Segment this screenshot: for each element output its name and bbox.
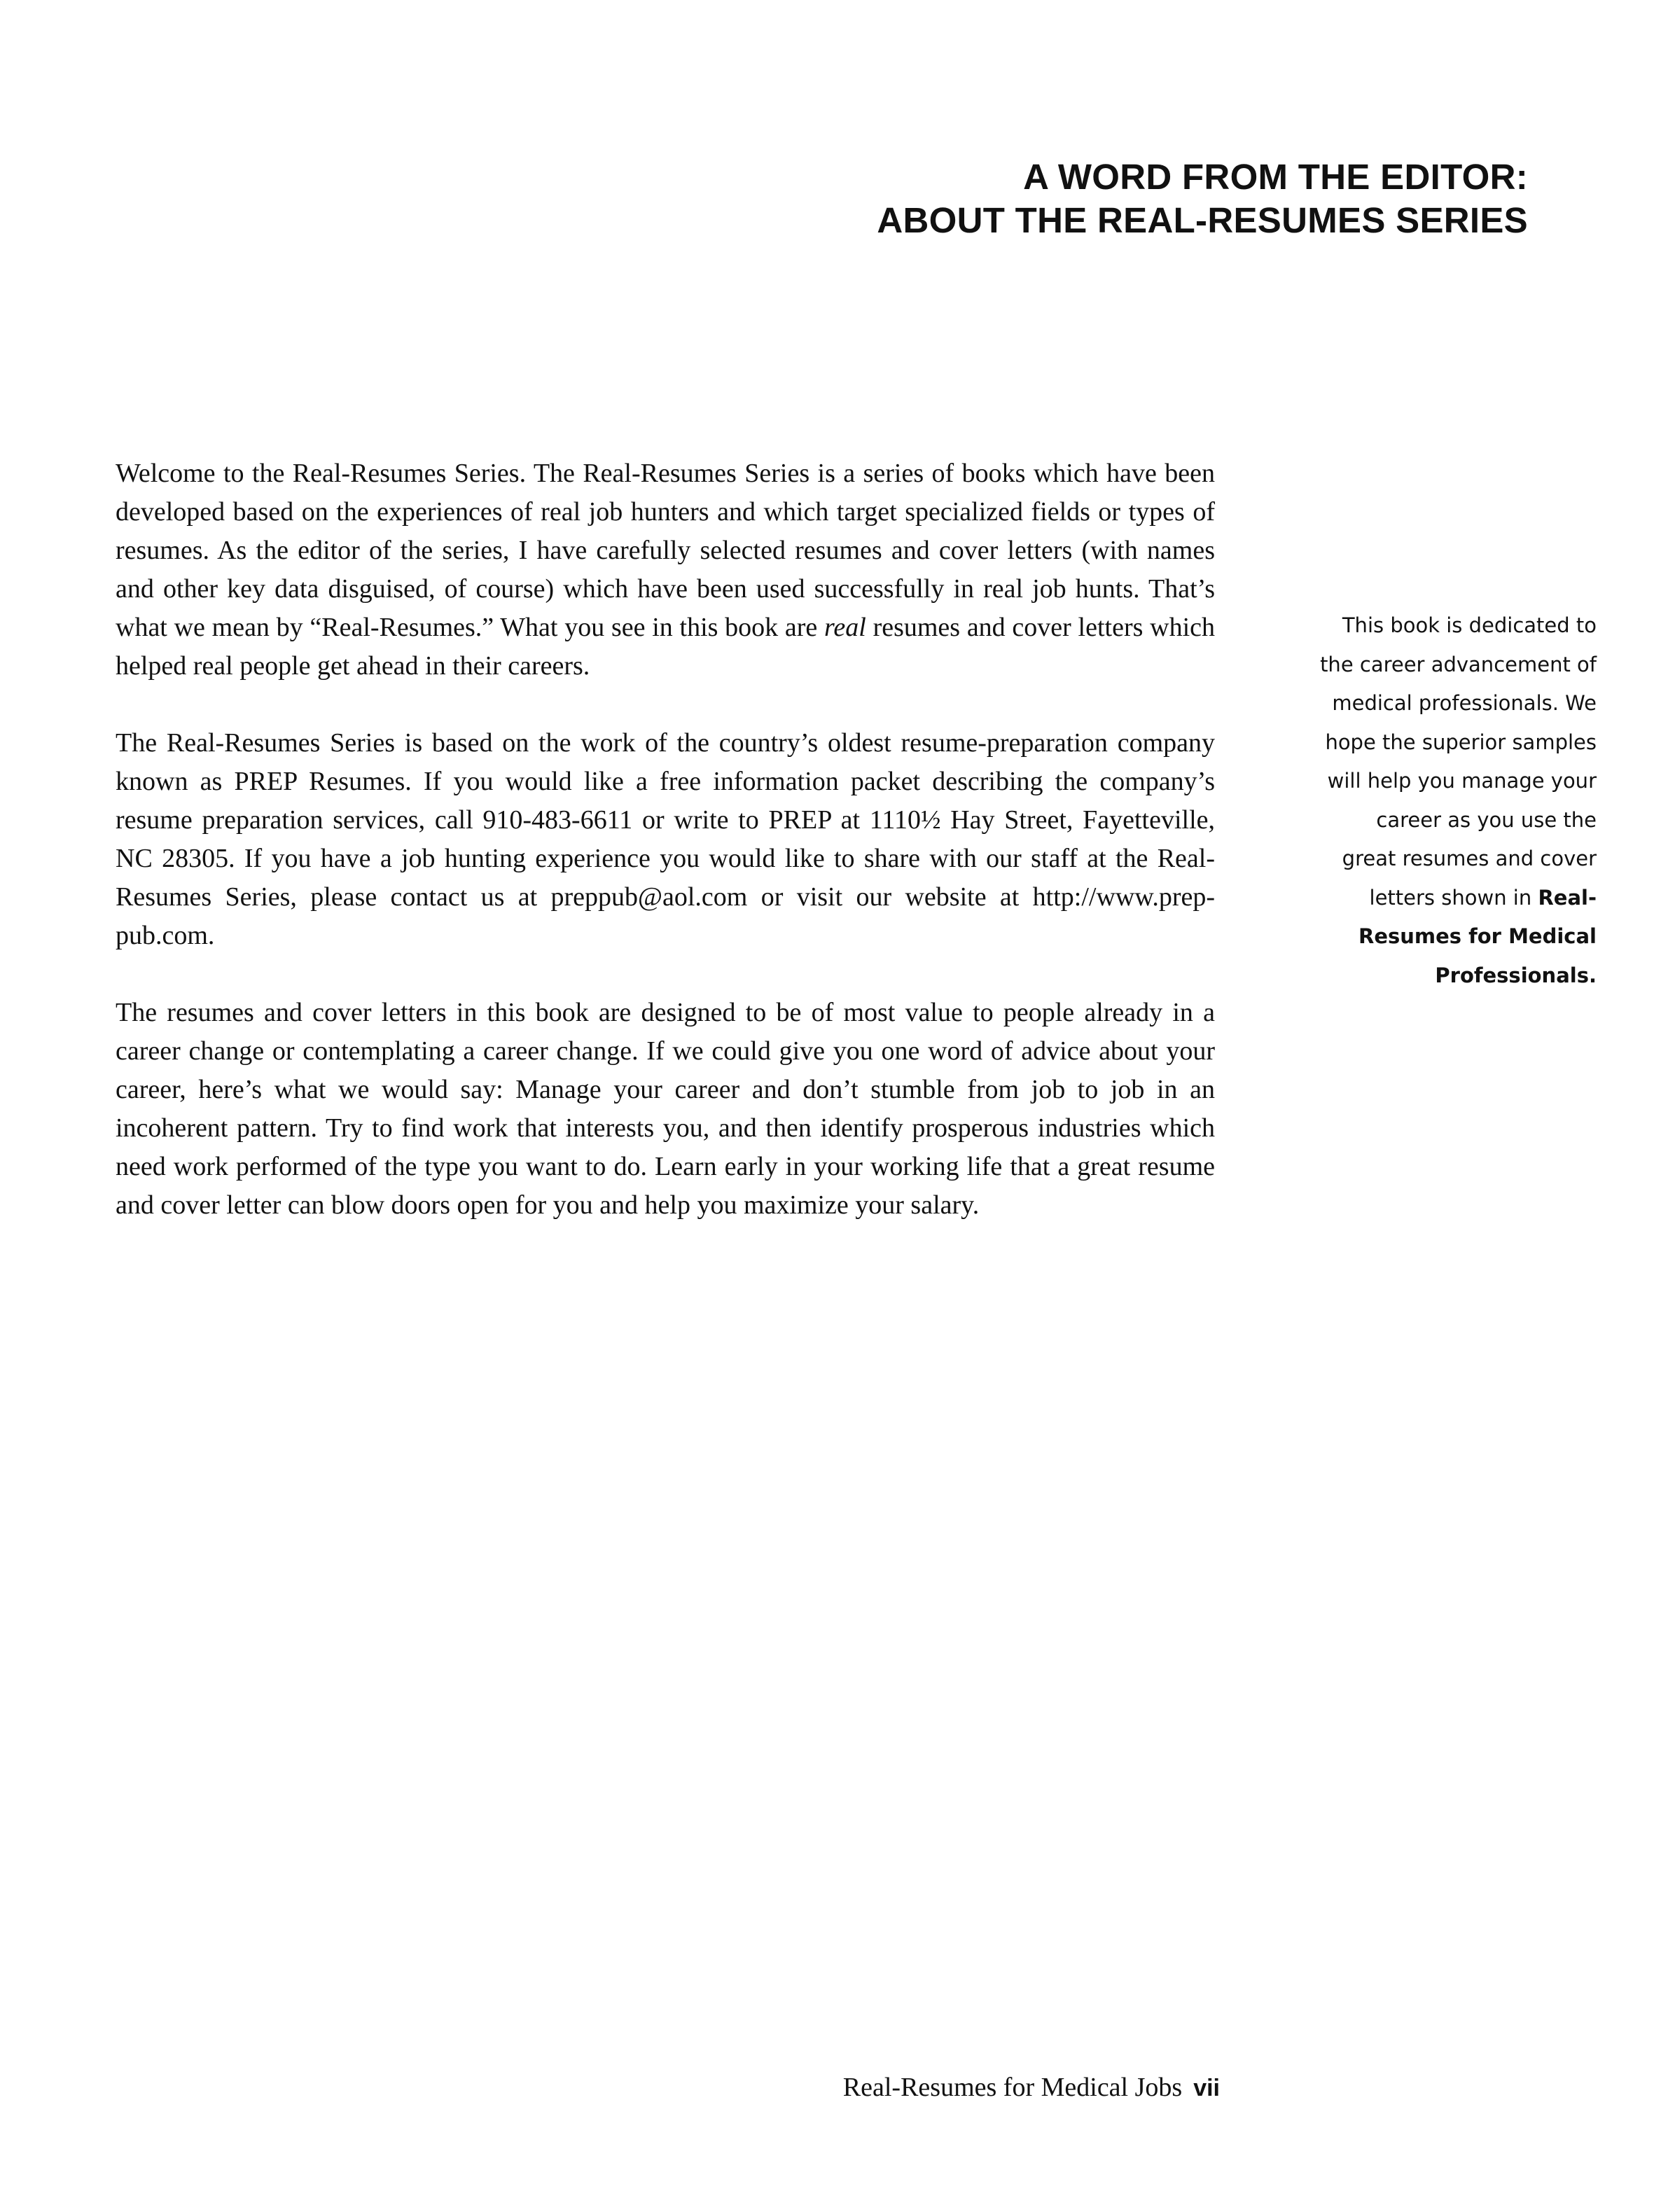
body-text xyxy=(116,454,1215,1263)
paragraph-welcome-part-1: Welcome to the Real-Resumes Series. The Real-Resumes Series is a series of books which have been developed based on the experiences of real job hunters and which target specialized fields or types of resumes. As the editor of the series, I have carefully selected resumes and cover letters (with names and other key data disguised, of course) which have been used successfully in real job hunts. That’s what we mean by “Real-Resumes.” What you see in this book are xyxy=(116,459,1215,642)
page-footer xyxy=(843,2071,1220,2105)
sidebar-line: hope the superior samples xyxy=(1325,730,1597,754)
footer-title: Real-Resumes for Medical Jobs xyxy=(842,2073,1183,2102)
sidebar-line: great resumes and cover xyxy=(1342,847,1597,870)
sidebar-dedication xyxy=(1288,606,1597,995)
page-number: vii xyxy=(1193,2075,1220,2101)
page-heading xyxy=(688,155,1528,242)
paragraph-welcome xyxy=(116,454,1215,686)
sidebar-line: will help you manage your xyxy=(1327,769,1597,793)
sidebar-line: the career advancement of xyxy=(1320,652,1597,676)
sidebar-line-with-title xyxy=(1288,879,1597,918)
heading-line-1: A WORD FROM THE EDITOR: xyxy=(1023,157,1528,197)
book-title-part: Resumes for Medical xyxy=(1358,924,1597,948)
book-title-part: Real- xyxy=(1538,885,1597,910)
sidebar-line: career as you use the xyxy=(1376,807,1597,832)
paragraph-prep-info: The Real-Resumes Series is based on the work of the country’s oldest resume-preparation company known as PREP Resumes. If you would like a free information packet describing the company’s resume preparation services, call 910-483-6611 or write to PREP at 1110½ Hay Street, Fayetteville, NC 28305. If you have a job hunting experience you would like to share with our staff at the Real-Resumes Series, please contact us at preppub@aol.com or visit our website at http://www.prep-pub.com. xyxy=(116,728,1215,950)
heading-line-2: ABOUT THE REAL-RESUMES SERIES xyxy=(877,200,1528,240)
sidebar-line: medical professionals. We xyxy=(1332,691,1597,715)
paragraph-career-advice: The resumes and cover letters in this book are designed to be of most value to people already in a career change or contemplating a career change. If we could give you one word of advice about your career, here’s what we would say: Manage your career and don’t stumble from job to job in an incoherent pattern. Try to find work that interests you, and then identify prosperous industries which need work performed of the type you want to do. Learn early in your working life that a great resume and cover letter can blow doors open for you and help you maximize your salary. xyxy=(116,998,1215,1220)
sidebar-line: This book is dedicated to xyxy=(1342,613,1597,637)
emphasis-real: real xyxy=(824,613,866,642)
paragraph-welcome-part-2: resumes and cover letters which helped real people get ahead in their careers. xyxy=(116,613,1215,681)
sidebar-line: letters shown in xyxy=(1369,885,1538,910)
book-title-part: Professionals. xyxy=(1435,963,1597,987)
